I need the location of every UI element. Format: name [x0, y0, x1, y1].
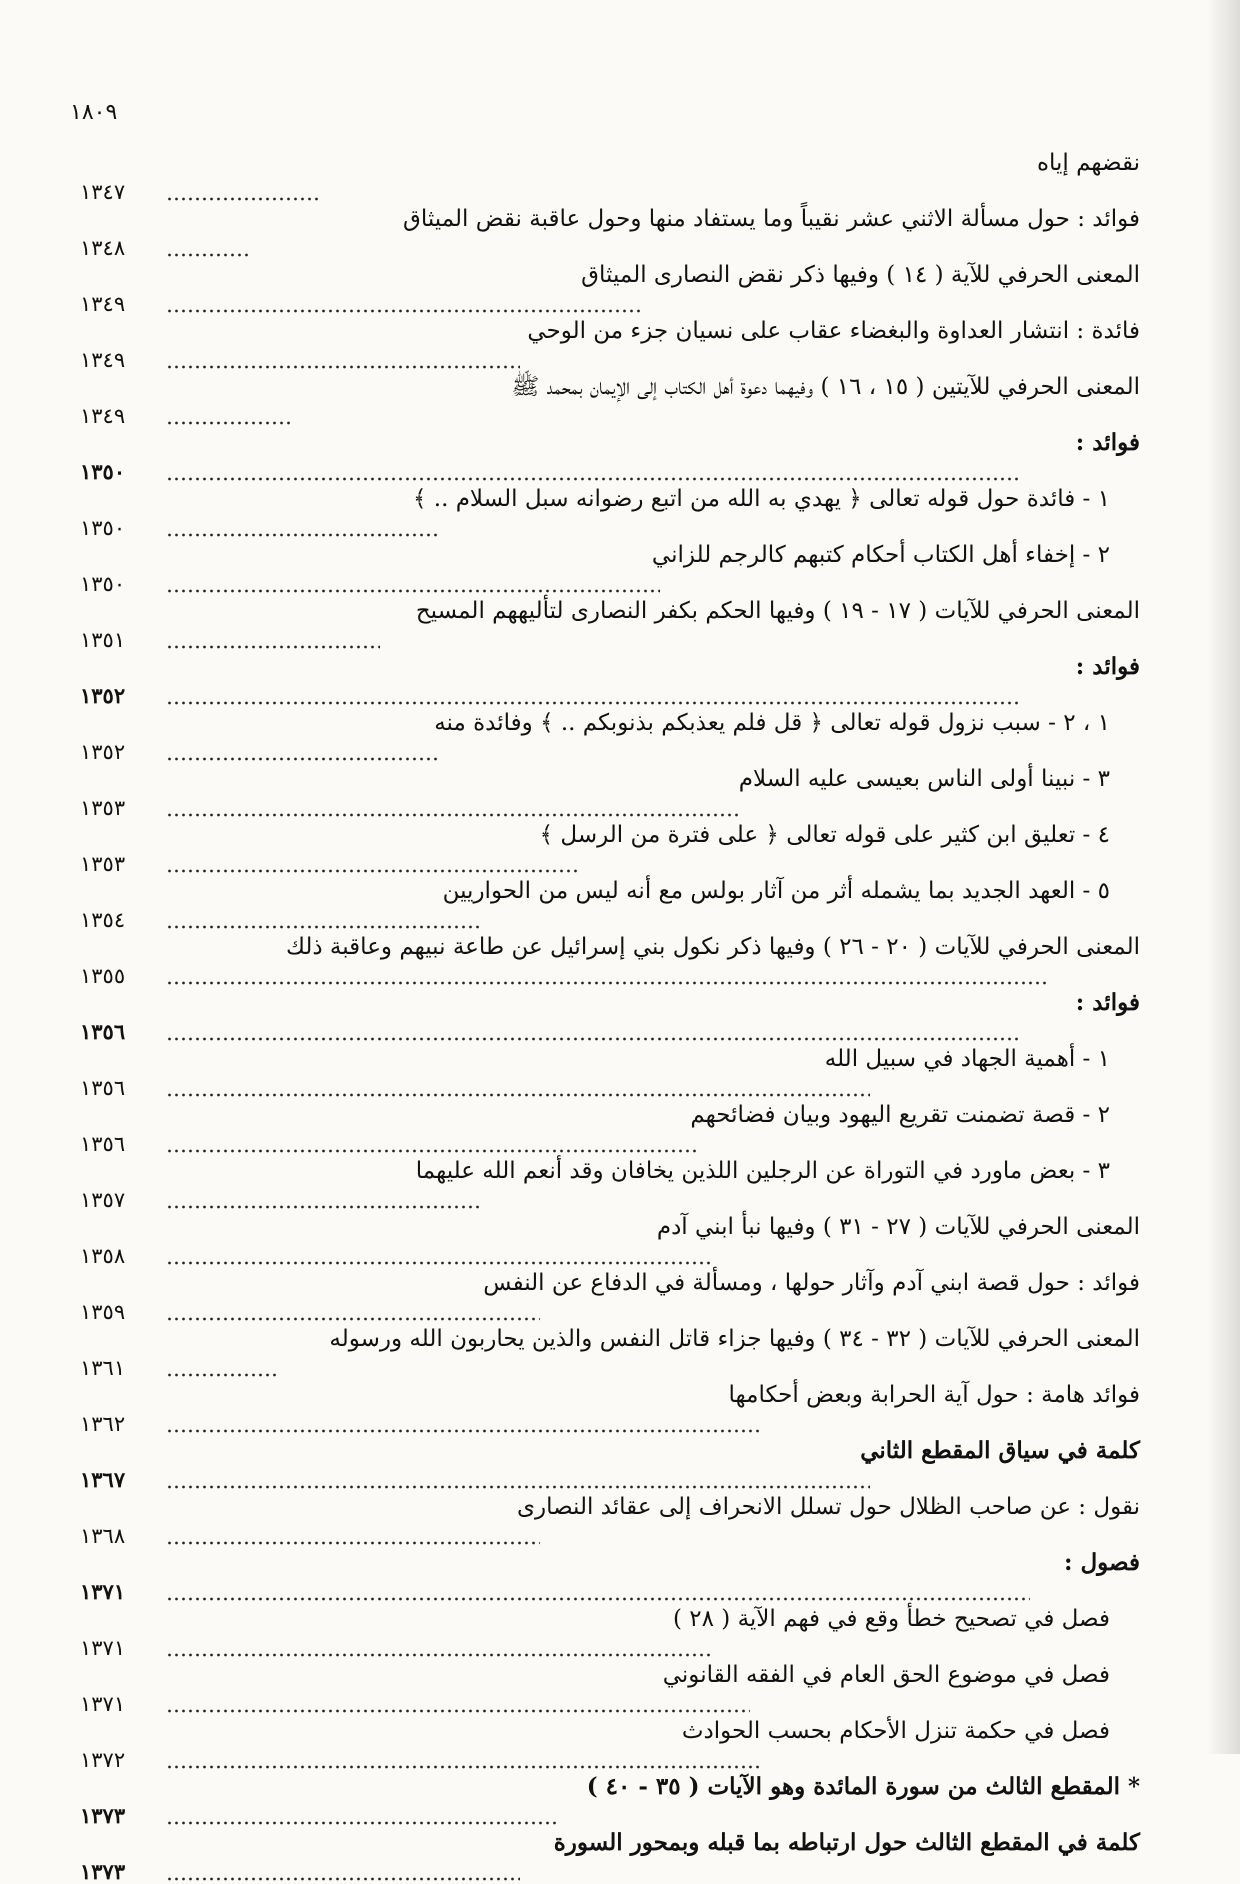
toc-entry-page: ١٣٥٦	[80, 1132, 126, 1156]
toc-entry	[80, 1828, 1140, 1884]
toc-entry-title: ٣ - بعض ماورد في التوراة عن الرجلين اللذين يخافان وقد أنعم الله عليهما	[415, 1158, 1110, 1184]
dot-leader	[166, 1314, 540, 1324]
toc-entry-title: فوائد هامة : حول آية الحرابة وبعض أحكامها	[728, 1382, 1140, 1408]
toc-leader	[80, 1410, 1140, 1436]
dot-leader	[166, 1258, 710, 1268]
dot-leader	[166, 754, 440, 764]
toc-entry	[80, 1660, 1140, 1716]
toc-entry-title: المعنى الحرفي للآيات ( ٢٧ - ٣١ ) وفيها نبأ ابني آدم	[656, 1214, 1140, 1240]
toc-entry-page: ١٣٥٠	[80, 459, 126, 484]
toc-entry-page: ١٣٥٢	[80, 683, 126, 708]
toc-entry	[80, 596, 1140, 652]
toc-entry	[80, 484, 1140, 540]
dot-leader	[166, 530, 440, 540]
page-edge-shadow	[1206, 0, 1240, 1754]
dot-leader	[166, 586, 660, 596]
dot-leader	[166, 922, 480, 932]
dot-leader	[166, 250, 250, 260]
toc-leader	[80, 1242, 1140, 1268]
toc-leader	[80, 794, 1140, 820]
toc-leader	[80, 178, 1140, 204]
toc-entry-title: المعنى الحرفي للآيات ( ١٧ - ١٩ ) وفيها الحكم بكفر النصارى لتأليههم المسيح	[415, 598, 1140, 624]
toc-entry	[80, 316, 1140, 372]
toc-entry	[80, 1772, 1140, 1828]
dot-leader	[166, 1090, 870, 1100]
toc-entry-page: ١٣٦٧	[80, 1467, 126, 1492]
toc-entry-page: ١٣٧١	[80, 1692, 126, 1716]
toc-entry	[80, 876, 1140, 932]
dot-leader	[166, 978, 1050, 988]
toc-entry-title: فصل في موضوع الحق العام في الفقه القانوني	[662, 1662, 1110, 1688]
toc-entry-title: كلمة في المقطع الثالث حول ارتباطه بما قبله وبمحور السورة	[553, 1829, 1140, 1856]
dot-leader	[166, 1762, 760, 1772]
toc-leader	[80, 402, 1140, 428]
toc-entry-page: ١٣٧١	[80, 1636, 126, 1660]
dot-leader	[166, 698, 1020, 708]
toc-leader	[80, 1690, 1140, 1716]
toc-entry-page: ١٣٦٨	[80, 1524, 126, 1548]
toc-entry-title: فصول :	[1063, 1549, 1140, 1576]
toc-entry	[80, 1044, 1140, 1100]
toc-entry-page: ١٣٥٤	[80, 908, 126, 932]
dot-leader	[166, 194, 320, 204]
toc-entry	[80, 932, 1140, 988]
toc-leader	[80, 1578, 1140, 1604]
toc-entry	[80, 708, 1140, 764]
toc-entry-title: ١ - أهمية الجهاد في سبيل الله	[824, 1046, 1110, 1072]
toc-entry-page: ١٣٧٣	[80, 1859, 126, 1884]
toc-entry-page: ١٣٤٩	[80, 404, 126, 428]
toc-entry-title: ٣ - نبينا أولى الناس بعيسى عليه السلام	[738, 766, 1110, 792]
dot-leader	[166, 1706, 750, 1716]
toc-entry-page: ١٣٥٥	[80, 964, 126, 988]
toc-entry	[80, 1324, 1140, 1380]
toc-entry-page: ١٣٥١	[80, 628, 126, 652]
dot-leader	[166, 1202, 480, 1212]
toc-leader	[80, 850, 1140, 876]
toc-entry-page: ١٣٥٩	[80, 1300, 126, 1324]
toc-entry-title: ١ - فائدة حول قوله تعالى ﴿ يهدي به الله من اتبع رضوانه سبل السلام .. ﴾	[412, 486, 1110, 512]
toc-entry	[80, 260, 1140, 316]
toc-entry-title: ٥ - العهد الجديد بما يشمله أثر من آثار بولس مع أنه ليس من الحواريين	[442, 878, 1110, 904]
toc-entry	[80, 540, 1140, 596]
toc-entry	[80, 1548, 1140, 1604]
dot-leader	[166, 1370, 280, 1380]
toc-entry-page: ١٣٥٨	[80, 1244, 126, 1268]
toc-entry-title: فصل في حكمة تنزل الأحكام بحسب الحوادث	[681, 1718, 1110, 1744]
dot-leader	[166, 306, 640, 316]
toc-entry-title: فصل في تصحيح خطأ وقع في فهم الآية ( ٢٨ )	[672, 1606, 1110, 1632]
toc-leader	[80, 738, 1140, 764]
toc-entry	[80, 820, 1140, 876]
toc-entry	[80, 1716, 1140, 1772]
dot-leader	[166, 810, 740, 820]
dot-leader	[166, 1594, 1030, 1604]
toc-entry	[80, 148, 1140, 204]
toc-entry-page: ١٣٥٣	[80, 852, 126, 876]
toc-entry-page: ١٣٥٣	[80, 796, 126, 820]
toc-leader	[80, 1858, 1140, 1884]
toc-entry-page: ١٣٥٦	[80, 1076, 126, 1100]
toc-entry	[80, 1156, 1140, 1212]
dot-leader	[166, 1482, 870, 1492]
toc-entry-title: فائدة : انتشار العداوة والبغضاء عقاب على نسيان جزء من الوحي	[527, 318, 1140, 344]
toc-entry	[80, 428, 1140, 484]
toc-entry-title: ١ ، ٢ - سبب نزول قوله تعالى ﴿ قل فلم يعذبكم بذنوبكم .. ﴾ وفائدة منه	[434, 710, 1110, 736]
toc-entry	[80, 1436, 1140, 1492]
toc-entry-title: فوائد :	[1075, 653, 1140, 680]
toc-entry	[80, 204, 1140, 260]
toc-entry-title: فوائد : حول قصة ابني آدم وآثار حولها ، ومسألة في الدفاع عن النفس	[483, 1270, 1140, 1296]
toc-leader	[80, 514, 1140, 540]
toc-entry-title: * المقطع الثالث من سورة المائدة وهو الآيات ( ٣٥ - ٤٠ )	[586, 1773, 1140, 1800]
toc-entry-page: ١٣٥٠	[80, 572, 126, 596]
toc-leader	[80, 346, 1140, 372]
toc-entry	[80, 1268, 1140, 1324]
toc-entry	[80, 372, 1140, 428]
table-of-contents	[80, 148, 1140, 1884]
toc-entry	[80, 1492, 1140, 1548]
toc-entry-page: ١٣٥٦	[80, 1019, 126, 1044]
toc-leader	[80, 1634, 1140, 1660]
dot-leader	[166, 362, 520, 372]
toc-leader	[80, 1186, 1140, 1212]
toc-leader	[80, 1074, 1140, 1100]
toc-entry-page: ١٣٥٢	[80, 740, 126, 764]
page-number: ١٨٠٩	[70, 100, 118, 125]
toc-leader	[80, 570, 1140, 596]
dot-leader	[166, 1426, 760, 1436]
toc-leader	[80, 1746, 1140, 1772]
toc-entry-page: ١٣٥٠	[80, 516, 126, 540]
toc-entry-page: ١٣٥٧	[80, 1188, 126, 1212]
toc-entry-page: ١٣٤٩	[80, 292, 126, 316]
toc-entry-title: المعنى الحرفي للآيات ( ٢٠ - ٢٦ ) وفيها ذكر نكول بني إسرائيل عن طاعة نبيهم وعاقبة ذلك	[285, 934, 1140, 960]
toc-entry-title: نقول : عن صاحب الظلال حول تسلل الانحراف إلى عقائد النصارى	[516, 1494, 1140, 1520]
toc-leader	[80, 234, 1140, 260]
toc-entry-title: فوائد :	[1075, 429, 1140, 456]
toc-leader	[80, 290, 1140, 316]
toc-leader	[80, 906, 1140, 932]
dot-leader	[166, 642, 380, 652]
dot-leader	[166, 418, 290, 428]
toc-entry-title: فوائد : حول مسألة الاثني عشر نقيباً وما يستفاد منها وحول عاقبة نقض الميثاق	[402, 206, 1140, 232]
dot-leader	[166, 1034, 1020, 1044]
dot-leader	[166, 1146, 700, 1156]
toc-entry-page: ١٣٦١	[80, 1356, 126, 1380]
toc-entry	[80, 1212, 1140, 1268]
toc-entry-page: ١٣٧١	[80, 1579, 126, 1604]
toc-entry-page: ١٣٦٢	[80, 1412, 126, 1436]
toc-entry-title: المعنى الحرفي للآية ( ١٤ ) وفيها ذكر نقض النصارى الميثاق	[581, 262, 1140, 288]
toc-entry	[80, 1604, 1140, 1660]
toc-leader	[80, 682, 1140, 708]
toc-entry-title: المعنى الحرفي للآيات ( ٣٢ - ٣٤ ) وفيها جزاء قاتل النفس والذين يحاربون الله ورسوله	[329, 1326, 1140, 1352]
dot-leader	[166, 474, 1020, 484]
toc-entry-page: ١٣٤٧	[80, 180, 126, 204]
toc-entry-page: ١٣٤٨	[80, 236, 126, 260]
toc-entry	[80, 764, 1140, 820]
toc-leader	[80, 1522, 1140, 1548]
toc-entry-page: ١٣٧٣	[80, 1803, 126, 1828]
toc-entry-title: المعنى الحرفي للآيتين ( ١٥ ، ١٦ ) وفيهما دعوة أهل الكتاب إلى الإيمان بمحمد ﷺ	[511, 374, 1140, 400]
toc-entry-title: ٤ - تعليق ابن كثير على قوله تعالى ﴿ على فترة من الرسل ﴾	[539, 822, 1110, 848]
toc-entry-title: نقضهم إياه	[1036, 150, 1140, 176]
toc-entry-title: كلمة في سياق المقطع الثاني	[860, 1437, 1140, 1464]
toc-entry-title: ٢ - قصة تضمنت تقريع اليهود وبيان فضائحهم	[690, 1102, 1110, 1128]
toc-leader	[80, 458, 1140, 484]
dot-leader	[166, 1538, 540, 1548]
toc-leader	[80, 626, 1140, 652]
toc-entry-page: ١٣٧٢	[80, 1748, 126, 1772]
toc-entry-title: فوائد :	[1075, 989, 1140, 1016]
toc-leader	[80, 1354, 1140, 1380]
toc-leader	[80, 1018, 1140, 1044]
toc-entry-title: ٢ - إخفاء أهل الكتاب أحكام كتبهم كالرجم للزاني	[651, 542, 1110, 568]
toc-entry	[80, 1100, 1140, 1156]
toc-leader	[80, 1130, 1140, 1156]
toc-entry-page: ١٣٤٩	[80, 348, 126, 372]
toc-leader	[80, 1802, 1140, 1828]
toc-entry	[80, 652, 1140, 708]
dot-leader	[166, 1650, 710, 1660]
dot-leader	[166, 866, 580, 876]
toc-leader	[80, 1466, 1140, 1492]
toc-leader	[80, 1298, 1140, 1324]
toc-entry	[80, 1380, 1140, 1436]
dot-leader	[166, 1874, 520, 1884]
dot-leader	[166, 1818, 560, 1828]
toc-entry	[80, 988, 1140, 1044]
toc-leader	[80, 962, 1140, 988]
